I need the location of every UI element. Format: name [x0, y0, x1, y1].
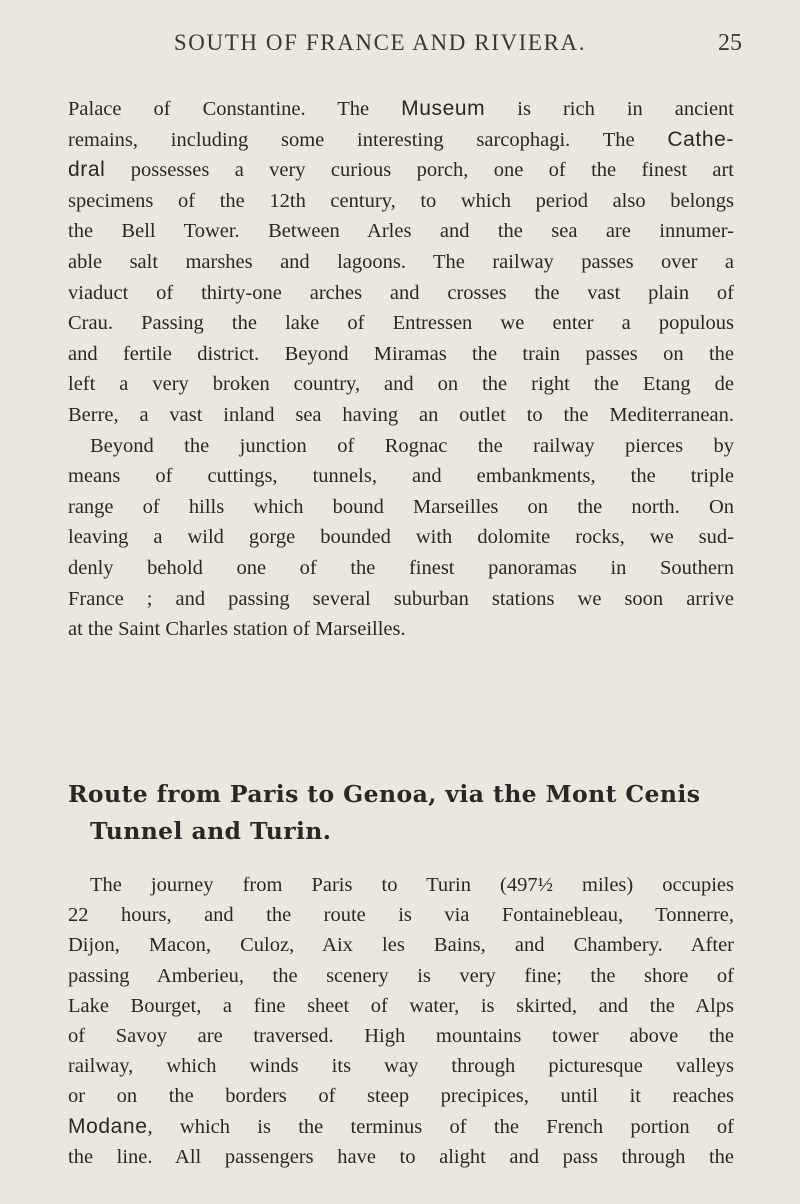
running-head	[0, 30, 800, 70]
emphasis-cathedral: Cathe-	[667, 127, 734, 151]
text-line: Beyond the junction of Rognac the railway pierces by	[90, 434, 734, 457]
text-line: dral possesses a very curious porch, one of the finest art	[68, 158, 734, 182]
text-line: Crau. Passing the lake of Entressen we enter a populous	[68, 312, 734, 335]
text-line: at the Saint Charles station of Marseilles.	[68, 618, 406, 641]
text-line: denly behold one of the finest panoramas in Southern	[68, 556, 734, 579]
text-line: able salt marshes and lagoons. The railway passes over a	[68, 250, 734, 273]
text-line: Dijon, Macon, Culoz, Aix les Bains, and Chambery. After	[68, 934, 734, 957]
paragraph-paris-turin	[68, 870, 734, 1172]
emphasis-modane: Modane	[68, 1114, 148, 1138]
text-line: left a very broken country, and on the right the Etang de	[68, 373, 734, 396]
text-line: The journey from Paris to Turin (497½ miles) occupies	[90, 874, 734, 896]
text-line: remains, including some interesting sarcophagi. The Cathe-	[68, 127, 734, 151]
page-number: 25	[718, 30, 742, 56]
emphasis-cathedral-cont: dral	[68, 158, 106, 182]
text-line: passing Amberieu, the scenery is very fine; the shore of	[68, 964, 734, 987]
text-line: the line. All passengers have to alight and pass through the	[68, 1145, 734, 1168]
text-line: Lake Bourget, a fine sheet of water, is skirted, and the Alps	[68, 994, 734, 1017]
text-line: viaduct of thirty-one arches and crosses the vast plain of	[68, 281, 734, 304]
text-line: and fertile district. Beyond Miramas the train passes on the	[68, 342, 734, 365]
text-line: Modane, which is the terminus of the French portion of	[68, 1114, 734, 1138]
text-line: Palace of Constantine. The Museum is rich in ancient	[68, 97, 734, 120]
section-heading	[68, 776, 734, 850]
text-line: range of hills which bound Marseilles on the north. On	[68, 495, 734, 518]
text-line: of Savoy are traversed. High mountains tower above the	[68, 1025, 734, 1048]
text-line: specimens of the 12th century, to which period also belongs	[68, 189, 734, 212]
paragraph-arles	[68, 94, 734, 645]
text-line: the Bell Tower. Between Arles and the sea are innumer-	[68, 220, 734, 243]
text-line: Berre, a vast inland sea having an outlet to the Mediterranean.	[68, 403, 734, 426]
text-line: or on the borders of steep precipices, until it reaches	[68, 1085, 734, 1108]
text-line: means of cuttings, tunnels, and embankments, the triple	[68, 465, 734, 488]
text-line: France ; and passing several suburban stations we soon arrive	[68, 587, 734, 610]
section-heading-line-1: Route from Paris to Genoa, via the Mont Cenis	[68, 780, 701, 808]
text-line: railway, which winds its way through picturesque valleys	[68, 1055, 734, 1078]
section-heading-line-2: Tunnel and Turin.	[90, 817, 332, 845]
text-line: leaving a wild gorge bounded with dolomite rocks, we sud-	[68, 526, 734, 549]
emphasis-museum: Museum	[401, 97, 486, 120]
text-line: 22 hours, and the route is via Fontainebleau, Tonnerre,	[68, 904, 734, 927]
running-title: SOUTH OF FRANCE AND RIVIERA.	[173, 30, 587, 55]
